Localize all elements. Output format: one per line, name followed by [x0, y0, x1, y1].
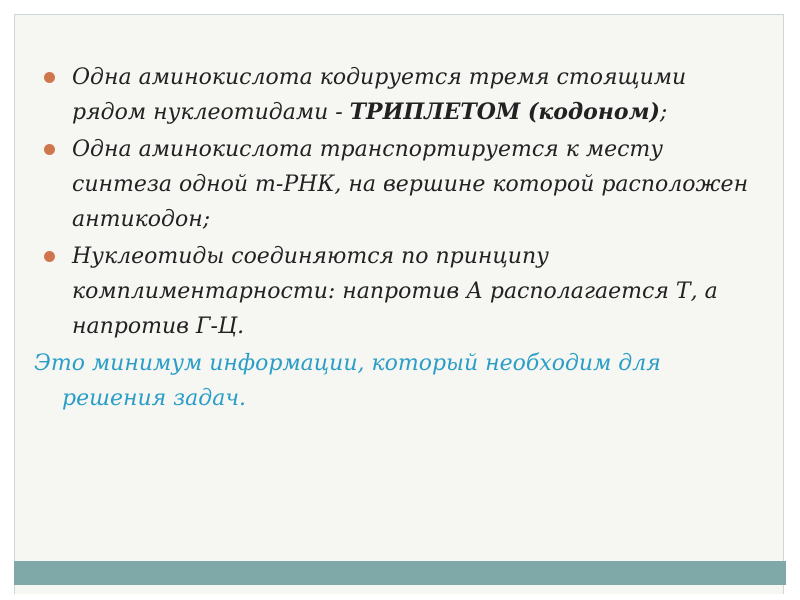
bullet-bold-text: ТРИПЛЕТОМ (кодоном) — [349, 99, 660, 125]
slide-content — [34, 60, 754, 416]
summary-note: Это минимум информации, который необходим для решения задач. — [34, 351, 661, 411]
bullet-text: Одна аминокислота транспортируется к месту синтеза одной т-РНК, на вершине которой расположен антикодон; — [72, 137, 749, 232]
bullet-text: Одна аминокислота кодируется тремя стоящими рядом нуклеотидами - — [72, 65, 687, 125]
bullet-item-complementarity — [44, 239, 754, 344]
bullet-dot-icon — [44, 72, 55, 83]
bullet-dot-icon — [44, 251, 55, 262]
bullet-text: Нуклеотиды соединяются по принципу комплиментарности: напротив А располагается Т, а напротив Г-Ц. — [72, 244, 718, 339]
bullet-dot-icon — [44, 144, 55, 155]
bullet-item-trna — [44, 132, 754, 237]
bottom-accent-band — [14, 561, 786, 585]
bullet-text-end: ; — [659, 100, 668, 125]
bullet-item-codon — [44, 60, 754, 130]
